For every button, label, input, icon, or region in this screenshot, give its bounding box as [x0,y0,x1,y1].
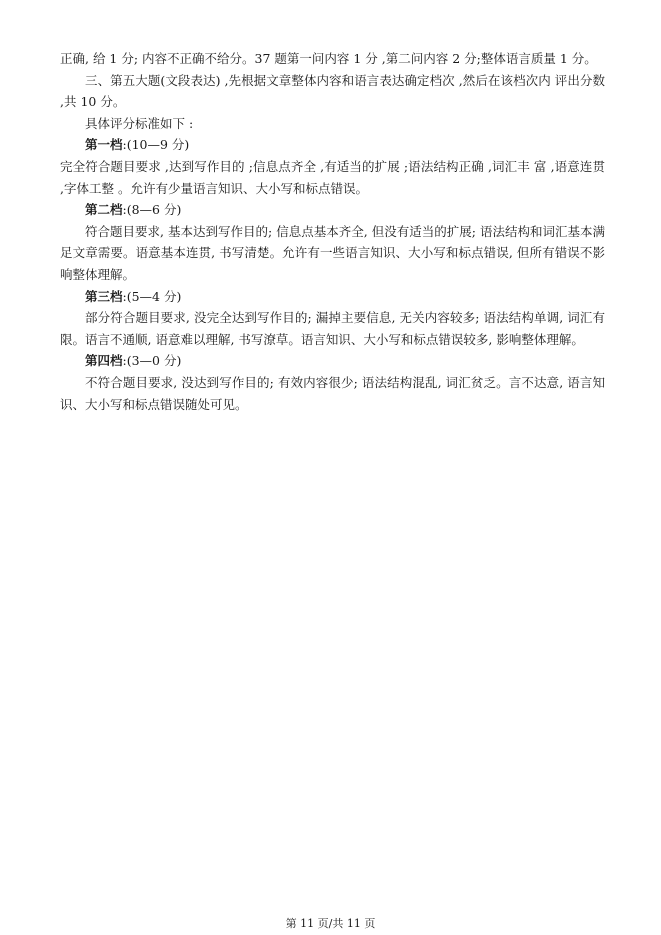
grade-two-heading [60,199,605,221]
grade-three-range: :(5—4 分) [122,288,182,304]
grade-three-heading [60,286,605,308]
grade-two-description: 符合题目要求, 基本达到写作目的; 信息点基本齐全, 但没有适当的扩展; 语法结构和词汇基本满足文章需要。语意基本连贯, 书写清楚。允许有一些语言知识、大小写和标点错误, 但所有错误不影响整体理解。 [60,223,605,282]
page-number: 第 11 页/共 11 页 [285,917,376,930]
grade-one-heading [60,134,605,156]
grade-three-description: 部分符合题目要求, 没完全达到写作目的; 漏掉主要信息, 无关内容较多; 语法结构单调, 词汇有限。语言不通顺, 语意难以理解, 书写潦草。语言知识、大小写和标点错误较多, 影响整体理解。 [60,310,605,347]
grade-four-label: 第四档 [85,353,123,369]
grade-four-description: 不符合题目要求, 没达到写作目的; 有效内容很少; 语法结构混乱, 词汇贫乏。言不达意, 语言知识、大小写和标点错误随处可见。 [60,374,605,412]
document-body [60,48,605,415]
grade-four-heading [60,350,605,372]
grade-one-range: :(10—9 分) [122,137,190,153]
grade-four-range: :(3—0 分) [122,353,182,369]
grade-two-label: 第二档 [85,202,123,218]
criteria-intro: 具体评分标准如下 : [85,115,194,131]
section-three-paragraph: 三、第五大题(文段表达) ,先根据文章整体内容和语言表达确定档次 ,然后在该档次内 评出分数 ,共 10 分。 [60,72,605,110]
grade-three-label: 第三档 [85,288,123,304]
grade-one-label: 第一档 [85,137,123,153]
grade-two-range: :(8—6 分) [122,202,182,218]
grade-one-description: 完全符合题目要求 ,达到写作目的 ;信息点齐全 ,有适当的扩展 ;语法结构正确 ,词汇丰 富 ,语意连贯 ,字体工整 。允许有少量语言知识、大小写和标点错误。 [60,158,605,196]
intro-continuation-paragraph: 正确, 给 1 分; 内容不正确不给分。37 题第一问内容 1 分 ,第二问内容 2 分;整体语言质量 1 分。 [60,51,597,66]
page-footer [0,917,661,931]
